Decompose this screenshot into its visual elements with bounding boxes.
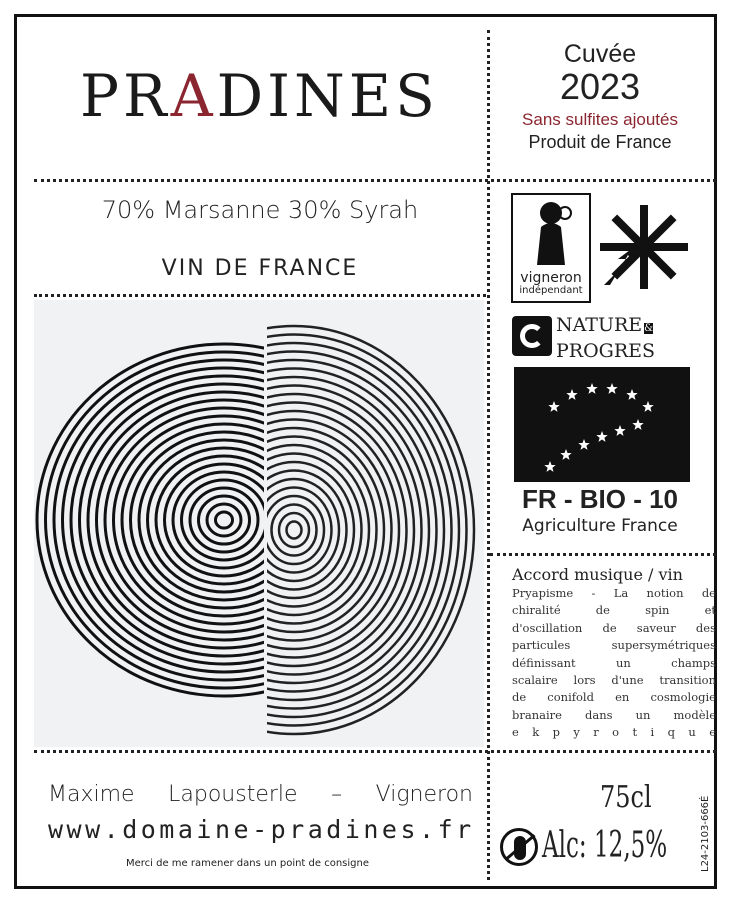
tree-ring [207, 504, 241, 536]
fingerprint-ridge [257, 488, 332, 573]
tree-ring [46, 352, 403, 688]
grape-varieties: 70% Marsanne 30% Syrah [101, 196, 419, 224]
fingerprint-ridge [279, 513, 309, 547]
volume: 75cl [600, 780, 652, 815]
pairing-line: branaire dans un modèle [512, 707, 716, 722]
pairing-line: e k p y r o t i q u e [512, 725, 716, 740]
pairing-line: chiralité de spin et [512, 603, 716, 618]
fingerprint-ridge [287, 522, 302, 539]
role: Vigneron [375, 782, 473, 807]
divider [490, 553, 716, 556]
fingerprint-ridge [249, 479, 339, 581]
sulfites: Sans sulfites ajoutés [522, 110, 678, 129]
pairing-line: définissant un champs [512, 655, 716, 670]
star-icon [596, 431, 607, 442]
fingerprint-ridge [264, 496, 324, 564]
star-icon [606, 383, 617, 394]
tree-ring [173, 472, 275, 568]
pairing-line: d'oscillation de saveur des [512, 620, 716, 635]
alcohol-content: Alc: 12,5% [542, 825, 668, 866]
divider [34, 294, 486, 297]
lot-number: L24-2103-666É [700, 795, 711, 872]
tree-ring [148, 448, 301, 592]
ampersand: & [644, 323, 654, 334]
origin: Produit de France [528, 132, 672, 152]
vigneron-text: vigneron [520, 270, 582, 286]
star-icon [614, 425, 625, 436]
fingerprint-ridge [152, 369, 437, 692]
progres-text: PROGRES [556, 340, 656, 362]
vigneron-independant-logo [511, 193, 591, 303]
pairing-line: scalaire lors d'une transition [512, 673, 716, 688]
music-pairing [512, 565, 716, 742]
vintage: 2023 [559, 66, 641, 107]
music-pairing-title: Accord musique / vin [512, 565, 683, 584]
pairing-line: particules supersymétriques [512, 638, 716, 653]
snowflake-arrow-logo [600, 205, 688, 289]
tree-ring [182, 480, 267, 560]
pairing-line: Pryapisme - La notion de [512, 586, 716, 600]
tree-ring [216, 512, 233, 528]
star-icon [642, 401, 653, 412]
nature-text: NATURE [556, 314, 643, 336]
independant-text: indépendant [519, 285, 583, 296]
tree-ring [37, 344, 411, 696]
brand-logo: PRADINES [80, 62, 439, 130]
star-icon [578, 439, 589, 450]
star-icon [632, 419, 643, 430]
star-icon [544, 461, 555, 472]
eu-organic-leaf-logo [514, 367, 690, 482]
cuvee-block [500, 40, 700, 153]
fingerprint-ridge [204, 428, 384, 632]
vigneron-icon [513, 195, 589, 267]
first-name: Maxime [48, 782, 135, 807]
tree-ring [190, 488, 258, 552]
wine-category: VIN DE FRANCE [161, 256, 359, 281]
tree-ring-fingerprint-image [34, 300, 484, 747]
divider [34, 750, 716, 753]
nature-progres-icon [512, 316, 552, 356]
deposit-note: Merci de me ramener dans un point de consigne [126, 858, 369, 869]
star-icon [560, 449, 571, 460]
dash: – [331, 782, 343, 807]
website: www.domaine-pradines.fr [48, 815, 475, 844]
star-icon [566, 389, 577, 400]
pregnant-woman-warning-icon [500, 828, 538, 866]
star-icon [548, 401, 559, 412]
pairing-line: de conifold en cosmologie [512, 690, 716, 705]
winemaker [48, 782, 473, 807]
organic-subtitle: Agriculture France [522, 516, 678, 536]
star-icon [626, 389, 637, 400]
last-name: Lapousterle [168, 782, 298, 807]
organic-code: FR - BIO - 10 [521, 484, 678, 514]
cuvee-label: Cuvée [563, 40, 637, 68]
star-icon [586, 383, 597, 394]
divider [34, 179, 716, 182]
nature-progres-logo [512, 314, 692, 360]
